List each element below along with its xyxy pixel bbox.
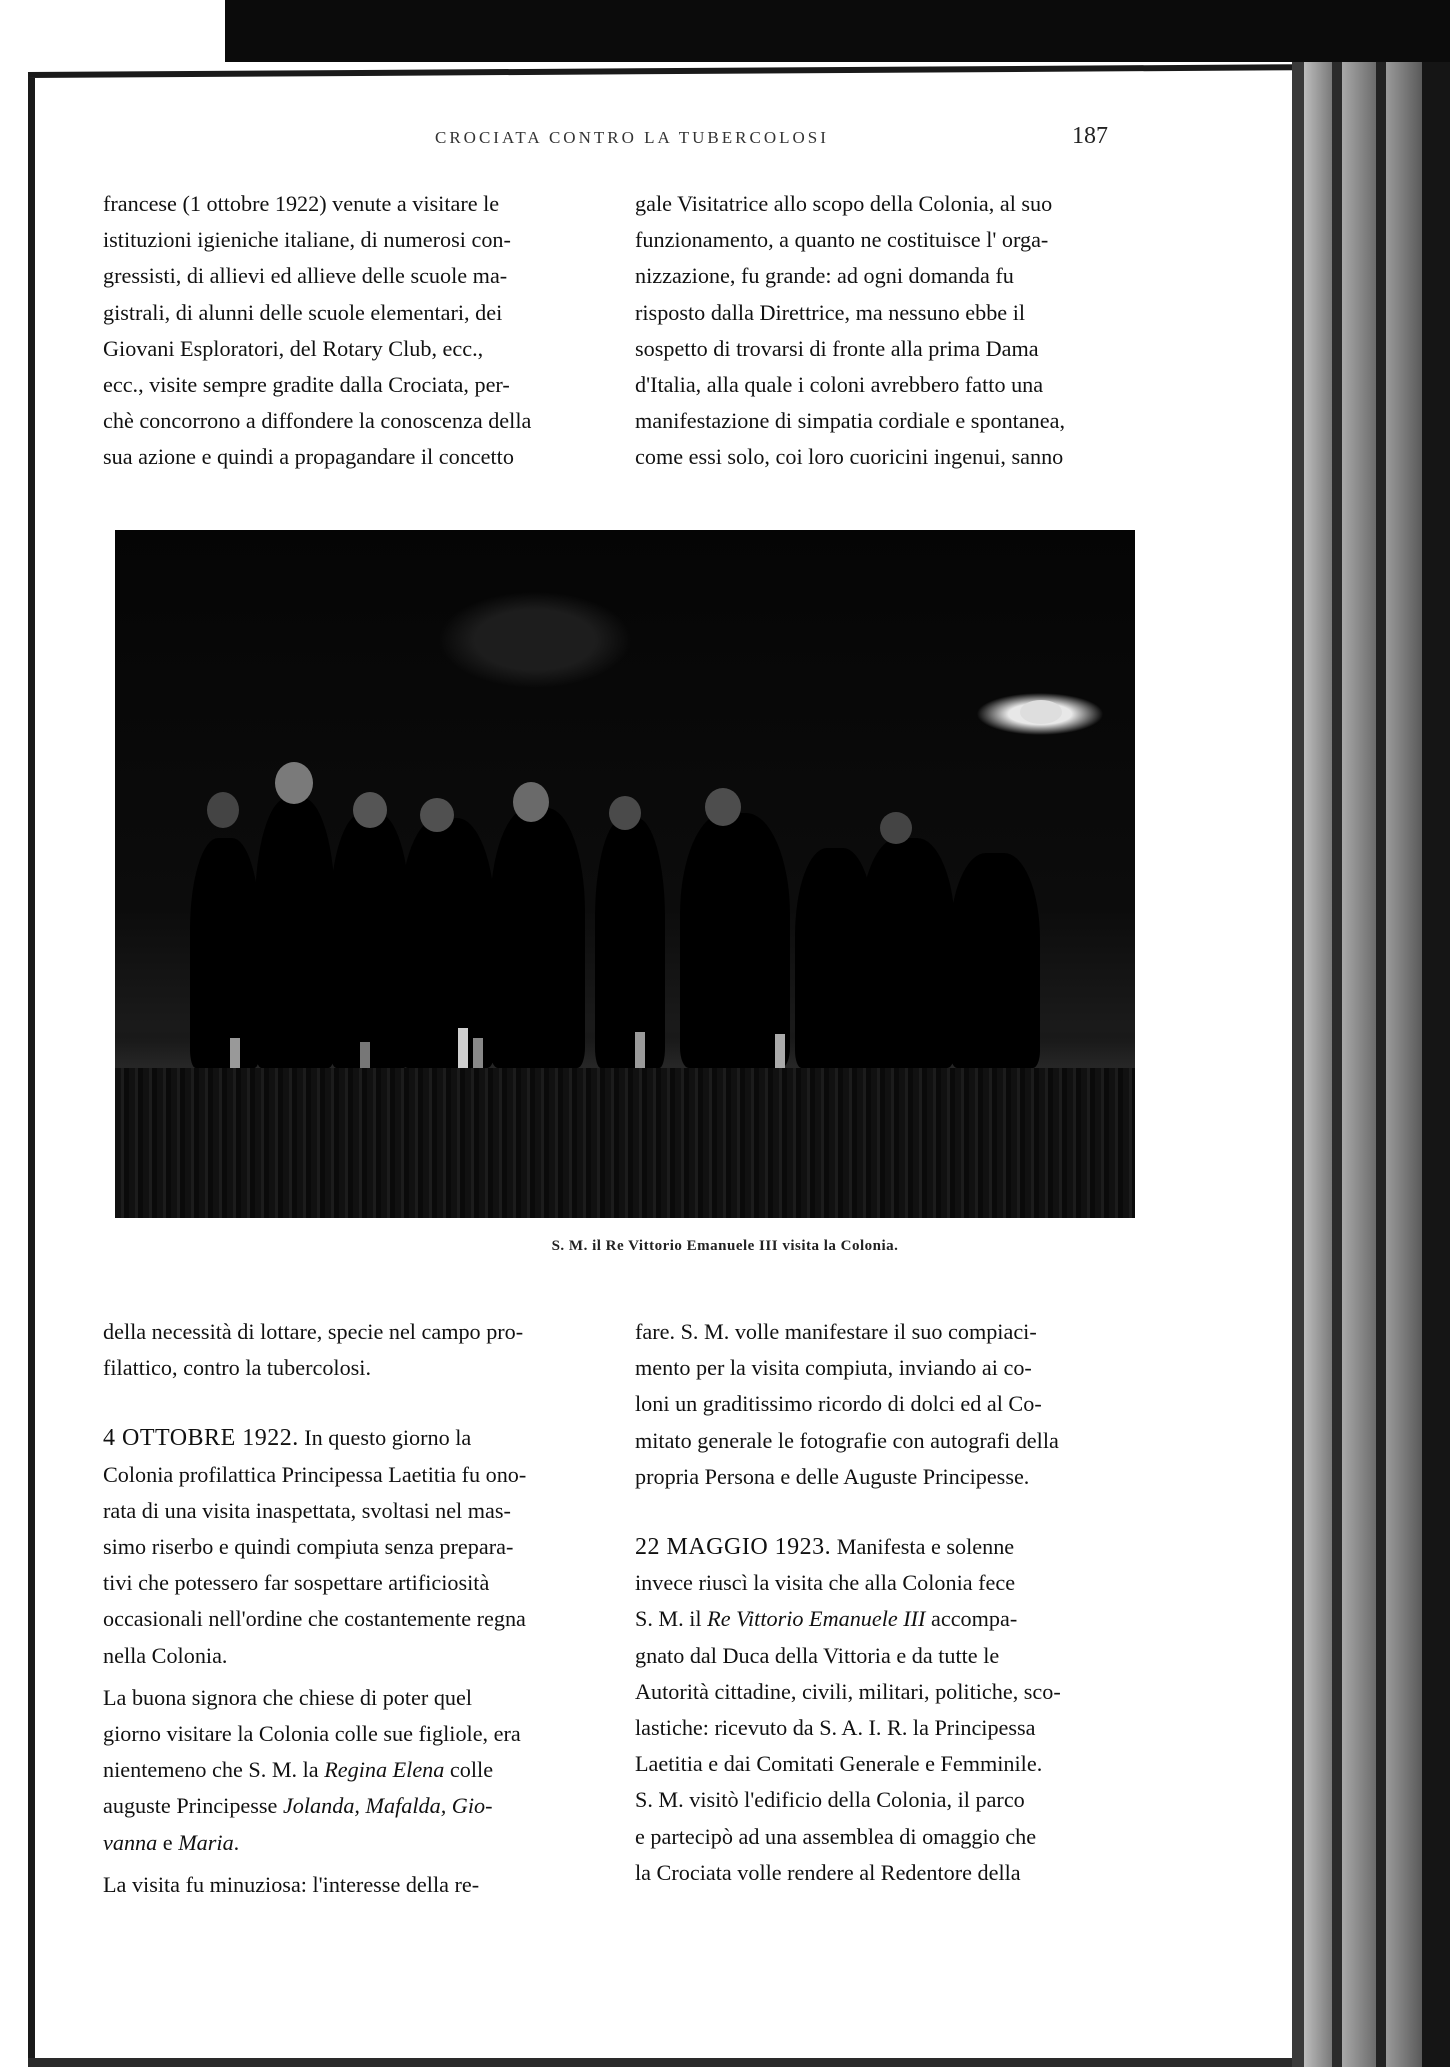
text-line: rata di una visita inaspettata, svoltasi nel mas- [103,1497,511,1523]
book-page-edges [1292,62,1450,2067]
text-line: manifestazione di simpatia cordiale e spontanea, [635,408,1066,434]
italic-name: Re Vittorio Emanuele III [707,1606,926,1632]
text-line: sua azione e quindi a propagandare il concetto [103,444,514,470]
text-run: accompa- [925,1606,1018,1632]
text-line: filattico, contro la tubercolosi. [103,1355,372,1381]
text-line: gressisti, di allievi ed allieve delle scuole ma- [103,263,508,289]
text-line: La visita fu minuziosa: l'interesse della re- [103,1871,480,1897]
text-line: mitato generale le fotografie con autografi della [635,1427,1059,1453]
text-line: Colonia profilattica Principessa Laetitia fu ono- [103,1461,527,1487]
page-number: 187 [1072,123,1108,149]
italic-name: Regina Elena [324,1757,445,1783]
text-run: In questo giorno la [298,1425,472,1451]
column-top-left [103,186,601,476]
text-line: nizzazione, fu grande: ad ogni domanda fu [635,263,1014,289]
running-title: CROCIATA CONTRO LA TUBERCOLOSI [435,128,829,147]
text-line [103,1825,601,1861]
column-bottom-left [103,1314,601,1903]
text-line: occasionali nell'ordine che costantemente regna [103,1606,526,1632]
text-line: risposto dalla Direttrice, ma nessuno ebbe il [635,299,1026,325]
text-run: Manifesta e solenne [831,1534,1015,1560]
italic-name: Jolanda, Mafalda, Gio- [282,1793,493,1819]
column-bottom-right [635,1314,1145,1891]
text-run: auguste Principesse [103,1793,283,1819]
text-line: La buona signora che chiese di poter quel [103,1684,473,1710]
column-top-right [635,186,1145,476]
text-line: d'Italia, alla quale i coloni avrebbero fatto una [635,372,1044,398]
text-line: nella Colonia. [103,1642,228,1668]
text-line: gistrali, di alunni delle scuole elementari, dei [103,299,503,325]
text-line: e partecipò ad una assemblea di omaggio che [635,1823,1037,1849]
paragraph-22-maggio [635,1529,1145,1565]
text-line: Laetitia e dai Comitati Generale e Femminile. [635,1751,1043,1777]
text-run: . [233,1829,240,1855]
text-line [103,1752,601,1788]
text-line [635,1601,1145,1637]
text-run: e [157,1829,179,1855]
date-heading: 22 MAGGIO 1923. [635,1534,832,1561]
text-line: come essi solo, coi loro cuoricini ingenui, sanno [635,444,1064,470]
text-line: lastiche: ricevuto da S. A. I. R. la Principessa [635,1715,1036,1741]
text-line: ecc., visite sempre gradite dalla Crociata, per- [103,372,510,398]
scan-border-top [225,0,1450,62]
text-line: chè concorrono a diffondere la conoscenza della [103,408,532,434]
text-run: colle [444,1757,494,1783]
text-line: loni un graditissimo ricordo di dolci ed al Co- [635,1391,1042,1417]
paragraph-4-ottobre [103,1420,601,1456]
italic-name: vanna [103,1829,158,1855]
text-line: fare. S. M. volle manifestare il suo compiaci- [635,1319,1037,1344]
italic-name: Maria [178,1829,234,1855]
text-line: francese (1 ottobre 1922) venute a visitare le [103,191,500,216]
text-line: Autorità cittadine, civili, militari, politiche, sco- [635,1678,1061,1704]
text-line: la Crociata volle rendere al Redentore della [635,1859,1021,1885]
text-line: della necessità di lottare, specie nel campo pro- [103,1319,524,1344]
text-line: funzionamento, a quanto ne costituisce l' orga- [635,227,1049,253]
text-line: mento per la visita compiuta, inviando ai co- [635,1355,1032,1381]
text-line: Giovani Esploratori, del Rotary Club, ecc., [103,335,484,361]
text-line: propria Persona e delle Auguste Principesse. [635,1463,1030,1489]
text-line: gnato dal Duca della Vittoria e da tutte le [635,1642,1000,1668]
photograph-king-visit [115,530,1135,1218]
text-line: gale Visitatrice allo scopo della Colonia, al suo [635,191,1053,216]
text-line: sospetto di trovarsi di fronte alla prima Dama [635,335,1039,361]
scan-border-top-edge [28,64,1298,78]
text-line [103,1788,601,1824]
photo-caption: S. M. il Re Vittorio Emanuele III visita la Colonia. [551,1238,899,1254]
text-line: S. M. visitò l'edificio della Colonia, il parco [635,1787,1025,1813]
text-line: simo riserbo e quindi compiuta senza prepara- [103,1534,514,1560]
scan-border-bottom [28,2058,1450,2067]
scan-border-left [28,78,35,2063]
text-line: invece riuscì la visita che alla Colonia fece [635,1570,1016,1596]
text-run: S. M. il [635,1606,708,1632]
text-run: nientemeno che S. M. la [103,1757,325,1783]
date-heading: 4 OTTOBRE 1922. [103,1425,299,1452]
text-line: istituzioni igieniche italiane, di numerosi con- [103,227,511,253]
text-line: tivi che potessero far sospettare artificiosità [103,1570,490,1596]
text-line: giorno visitare la Colonia colle sue figliole, era [103,1721,521,1747]
